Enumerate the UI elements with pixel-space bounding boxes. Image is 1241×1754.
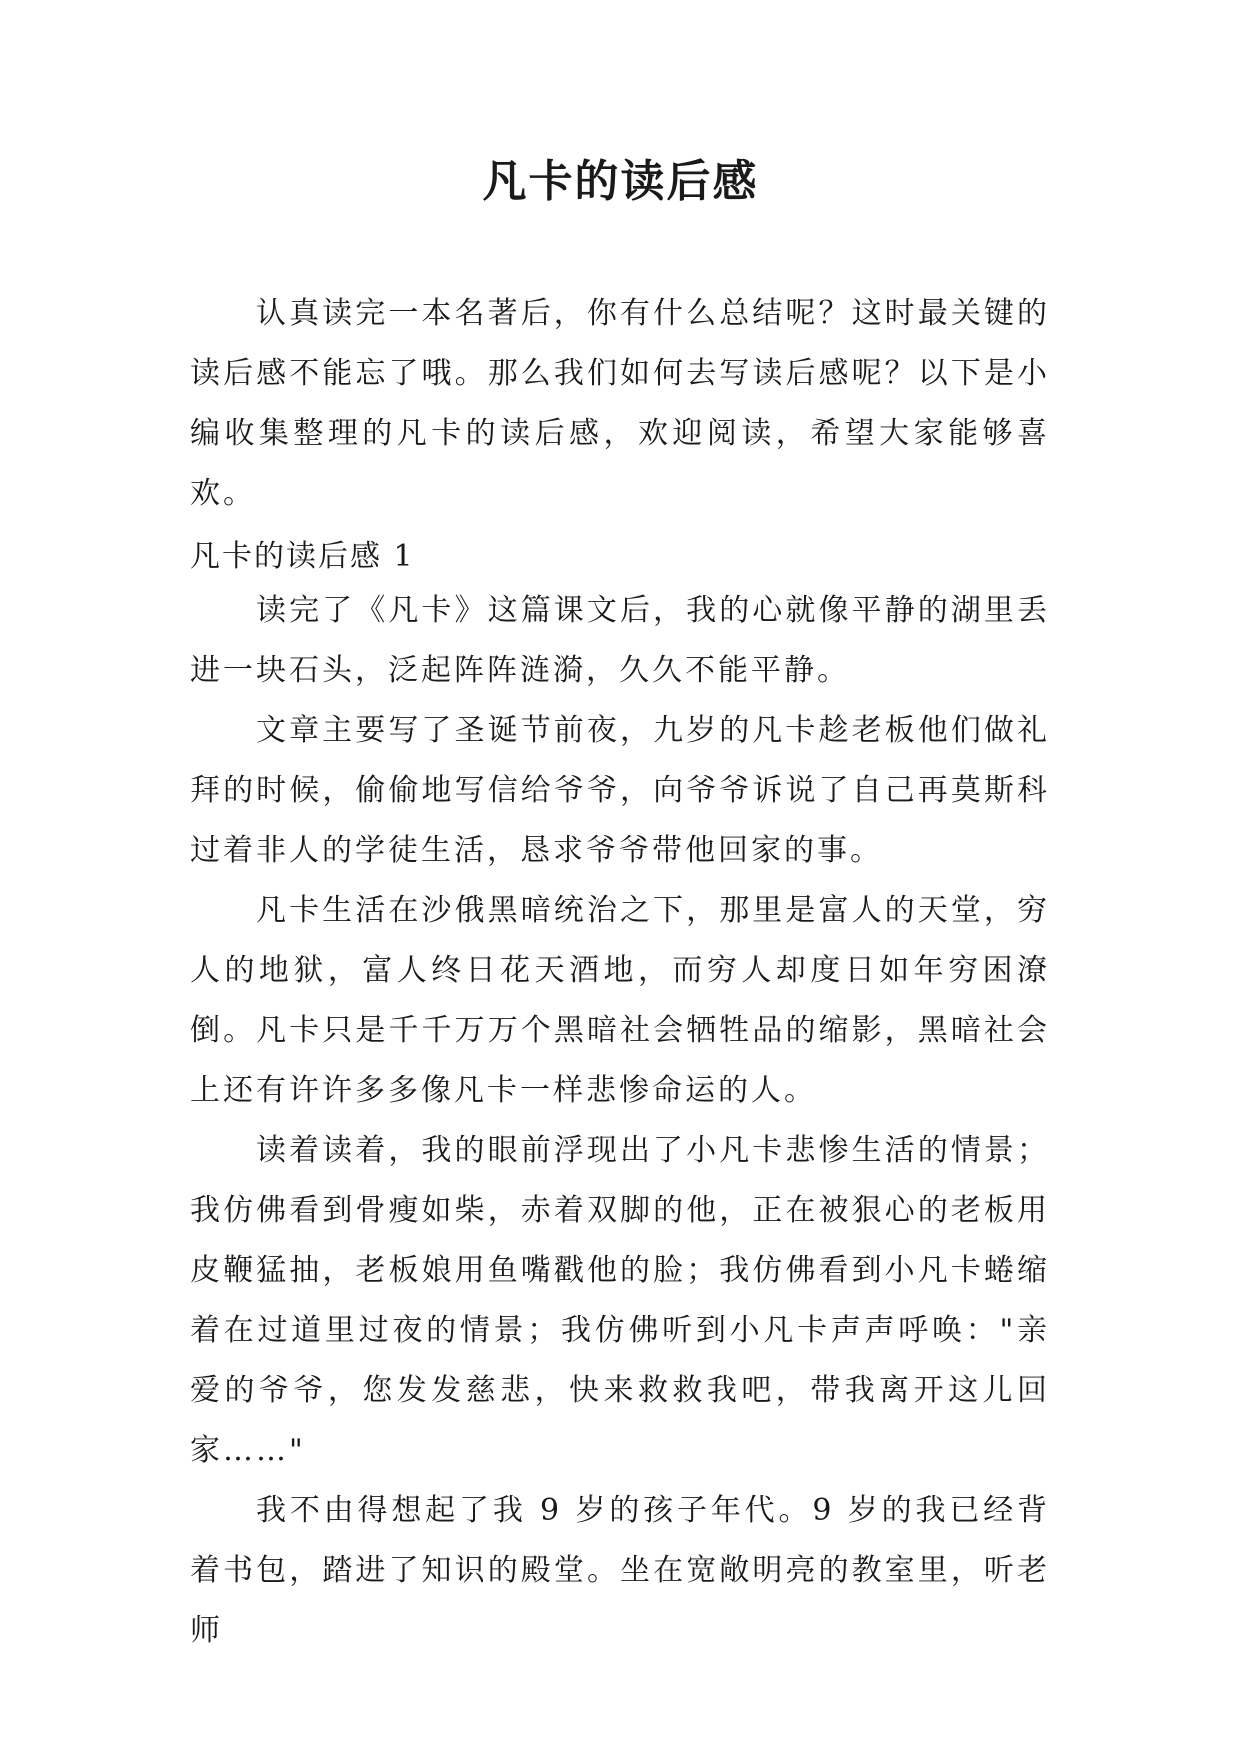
body-paragraph: 读着读着，我的眼前浮现出了小凡卡悲惨生活的情景；我仿佛看到骨瘦如柴，赤着双脚的他，正在被狠心的老板用皮鞭猛抽，老板娘用鱼嘴戳他的脸；我仿佛看到小凡卡蜷缩着在过道里过夜的情景；我仿佛听到小凡卡声声呼唤："亲爱的爷爷，您发发慈悲，快来救救我吧，带我离开这儿回家……" <box>190 1133 1050 1468</box>
section-heading: 凡卡的读后感 1 <box>190 539 415 574</box>
body-paragraph: 我不由得想起了我 9 岁的孩子年代。9 岁的我已经背着书包，踏进了知识的殿堂。坐在宽敞明亮的教室里，听老师 <box>190 1493 1050 1648</box>
body-paragraph: 文章主要写了圣诞节前夜，九岁的凡卡趁老板他们做礼拜的时候，偷偷地写信给爷爷，向爷爷诉说了自己再莫斯科过着非人的学徒生活，恳求爷爷带他回家的事。 <box>190 713 1050 868</box>
section-body <box>190 581 1050 1661</box>
intro-block <box>190 284 1050 524</box>
page-title: 凡卡的读后感 <box>482 156 759 207</box>
intro-paragraph: 认真读完一本名著后，你有什么总结呢？这时最关键的读后感不能忘了哦。那么我们如何去写读后感呢？以下是小编收集整理的凡卡的读后感，欢迎阅读，希望大家能够喜欢。 <box>190 296 1050 511</box>
body-paragraph: 读完了《凡卡》这篇课文后，我的心就像平静的湖里丢进一块石头，泛起阵阵涟漪，久久不能平静。 <box>190 593 1050 688</box>
body-paragraph: 凡卡生活在沙俄黑暗统治之下，那里是富人的天堂，穷人的地狱，富人终日花天酒地，而穷人却度日如年穷困潦倒。凡卡只是千千万万个黑暗社会牺牲品的缩影，黑暗社会上还有许许多多像凡卡一样悲惨命运的人。 <box>190 893 1050 1108</box>
